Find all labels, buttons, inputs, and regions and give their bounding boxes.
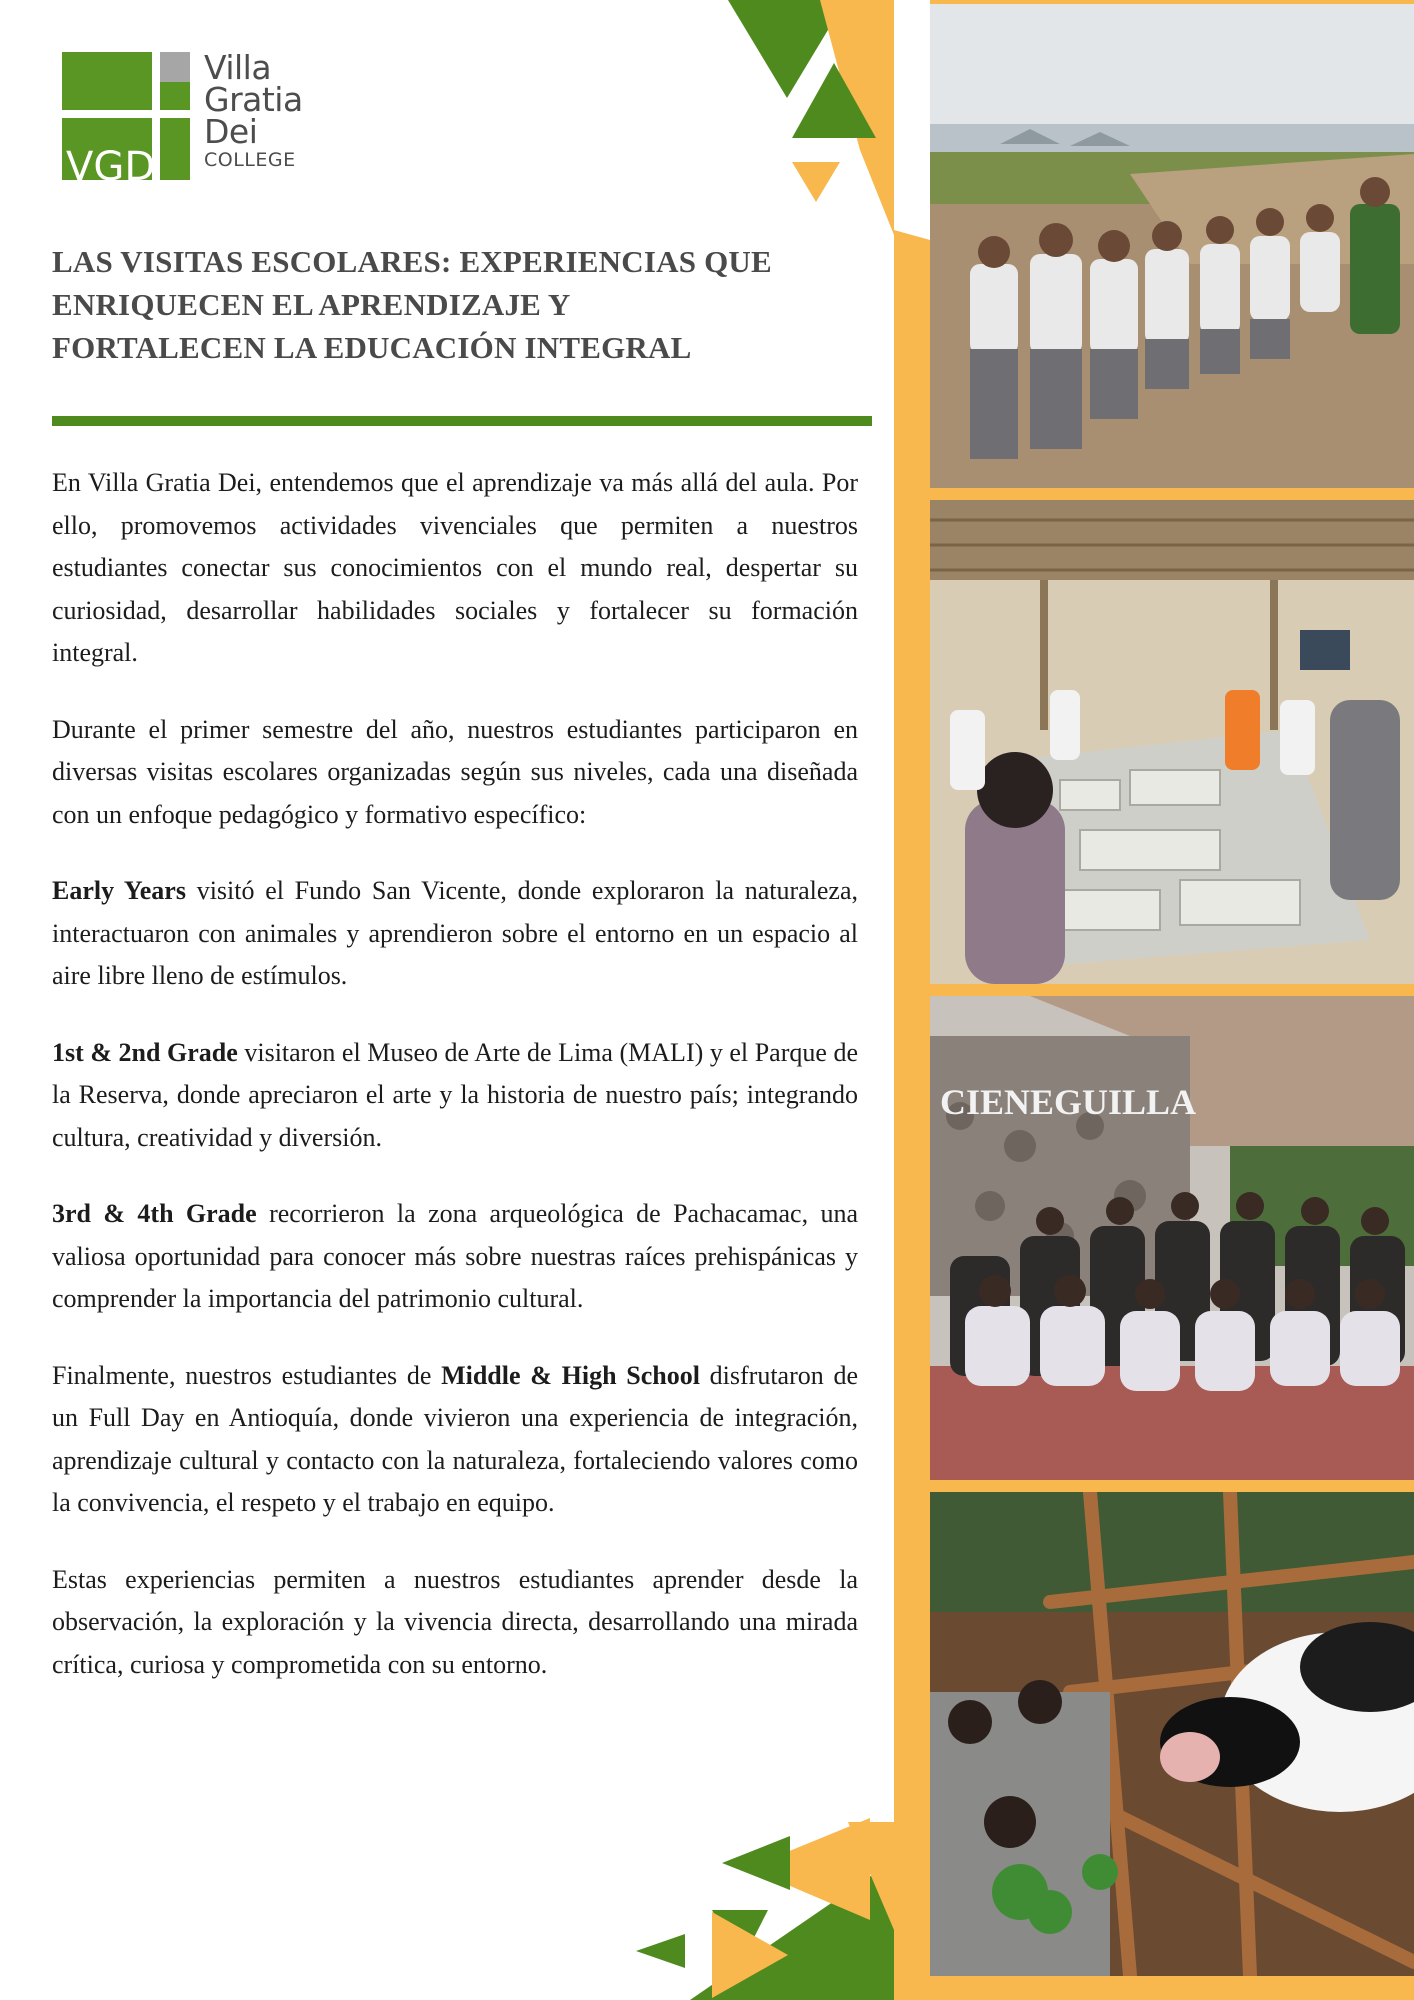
paragraph-semester: Durante el primer semestre del año, nuestros estudiantes participaron en diversas visitas escolares organizadas según sus niveles, cada una diseñada con un enfoque pedagógico y formativo específico: bbox=[52, 714, 858, 829]
logo-line-villa: Villa bbox=[204, 48, 272, 87]
deco-green-up bbox=[792, 63, 876, 138]
title-line-3: FORTALECEN LA EDUCACIÓN INTEGRAL bbox=[52, 330, 692, 365]
svg-text:VGD: VGD bbox=[66, 144, 156, 182]
school-logo[interactable] bbox=[62, 48, 342, 187]
photo-archaeological-model bbox=[930, 500, 1414, 984]
paragraph-first-second-grade: 1st & 2nd Grade visitaron el Museo de Arte de Lima (MALI) y el Parque de la Reserva, donde apreciaron el arte y la historia de nuestro país; integrando cultura, creatividad y diversión. bbox=[52, 1037, 858, 1152]
title-line-1: LAS VISITAS ESCOLARES: EXPERIENCIAS QUE bbox=[52, 244, 772, 279]
deco-top-green-down bbox=[728, 0, 846, 98]
deco-bottom-green-down bbox=[712, 1910, 768, 1965]
photo-group-coastal-hill bbox=[930, 4, 1414, 488]
logo-mark bbox=[62, 52, 202, 182]
level-middle-high-school: Middle & High School bbox=[441, 1360, 700, 1390]
deco-bottom-green-large bbox=[690, 1860, 894, 2000]
photo-group-cieneguilla bbox=[930, 996, 1414, 1480]
deco-bottom-orange-right bbox=[712, 1912, 788, 1998]
level-early-years: Early Years bbox=[52, 876, 186, 905]
paragraph-middle-high-school: Finalmente, nuestros estudiantes de Middle & High School disfrutaron de un Full Day en Antioquía, donde vivieron una experiencia de integración, aprendizaje cultural y contacto con la naturaleza, fortaleciendo valores como la convivencia, el respeto y el trabajo en equipo. bbox=[52, 1360, 858, 1517]
level-first-second-grade: 1st & 2nd Grade bbox=[52, 1037, 238, 1067]
paragraph-third-fourth-grade: 3rd & 4th Grade recorrieron la zona arqueológica de Pachacamac, una valiosa oportunidad para conocer más sobre nuestras raíces prehispánicas y comprender la importancia del patrimonio cultural. bbox=[52, 1199, 858, 1313]
level-third-fourth-grade: 3rd & 4th Grade bbox=[52, 1199, 257, 1228]
deco-bottom-green-tiny bbox=[636, 1934, 685, 1968]
logo-line-gratia: Gratia bbox=[204, 80, 303, 119]
deco-top-orange-band bbox=[820, 0, 894, 235]
title-divider bbox=[52, 416, 872, 426]
logo-line-dei: Dei bbox=[204, 112, 258, 151]
logo-college: COLLEGE bbox=[204, 149, 296, 171]
deco-orange-down bbox=[792, 162, 840, 202]
paragraph-early-years: Early Years visitó el Fundo San Vicente, donde exploraron la naturaleza, interactuaron con animales y aprendieron sobre el entorno en un espacio al aire libre lleno de estímulos. bbox=[52, 876, 859, 990]
article-body bbox=[52, 462, 858, 1720]
paragraph-closing: Estas experiencias permiten a nuestros estudiantes aprender desde la observación, la exploración y la vivencia directa, desarrollando una mirada crítica, curiosa y comprometida con su entorno. bbox=[52, 1564, 858, 1679]
paragraph-intro: En Villa Gratia Dei, entendemos que el aprendizaje va más allá del aula. Por ello, promovemos actividades vivenciales que permiten a nuestros estudiantes conectar sus conocimientos con el mundo real, despertar su curiosidad, desarrollar habilidades sociales y fortalecer su formación integral. bbox=[52, 468, 858, 667]
title-line-2: ENRIQUECEN EL APRENDIZAJE Y bbox=[52, 287, 571, 322]
logo-wordmark bbox=[204, 48, 303, 171]
deco-bottom-green-small bbox=[722, 1836, 790, 1890]
photo-farm-animals bbox=[930, 1492, 1414, 1976]
deco-bottom-orange-left bbox=[748, 1818, 870, 1920]
deco-bottom-orange-band bbox=[848, 1822, 894, 1930]
page-title bbox=[52, 240, 882, 369]
cieneguilla-sign: CIENEGUILLA bbox=[940, 1082, 1197, 1122]
